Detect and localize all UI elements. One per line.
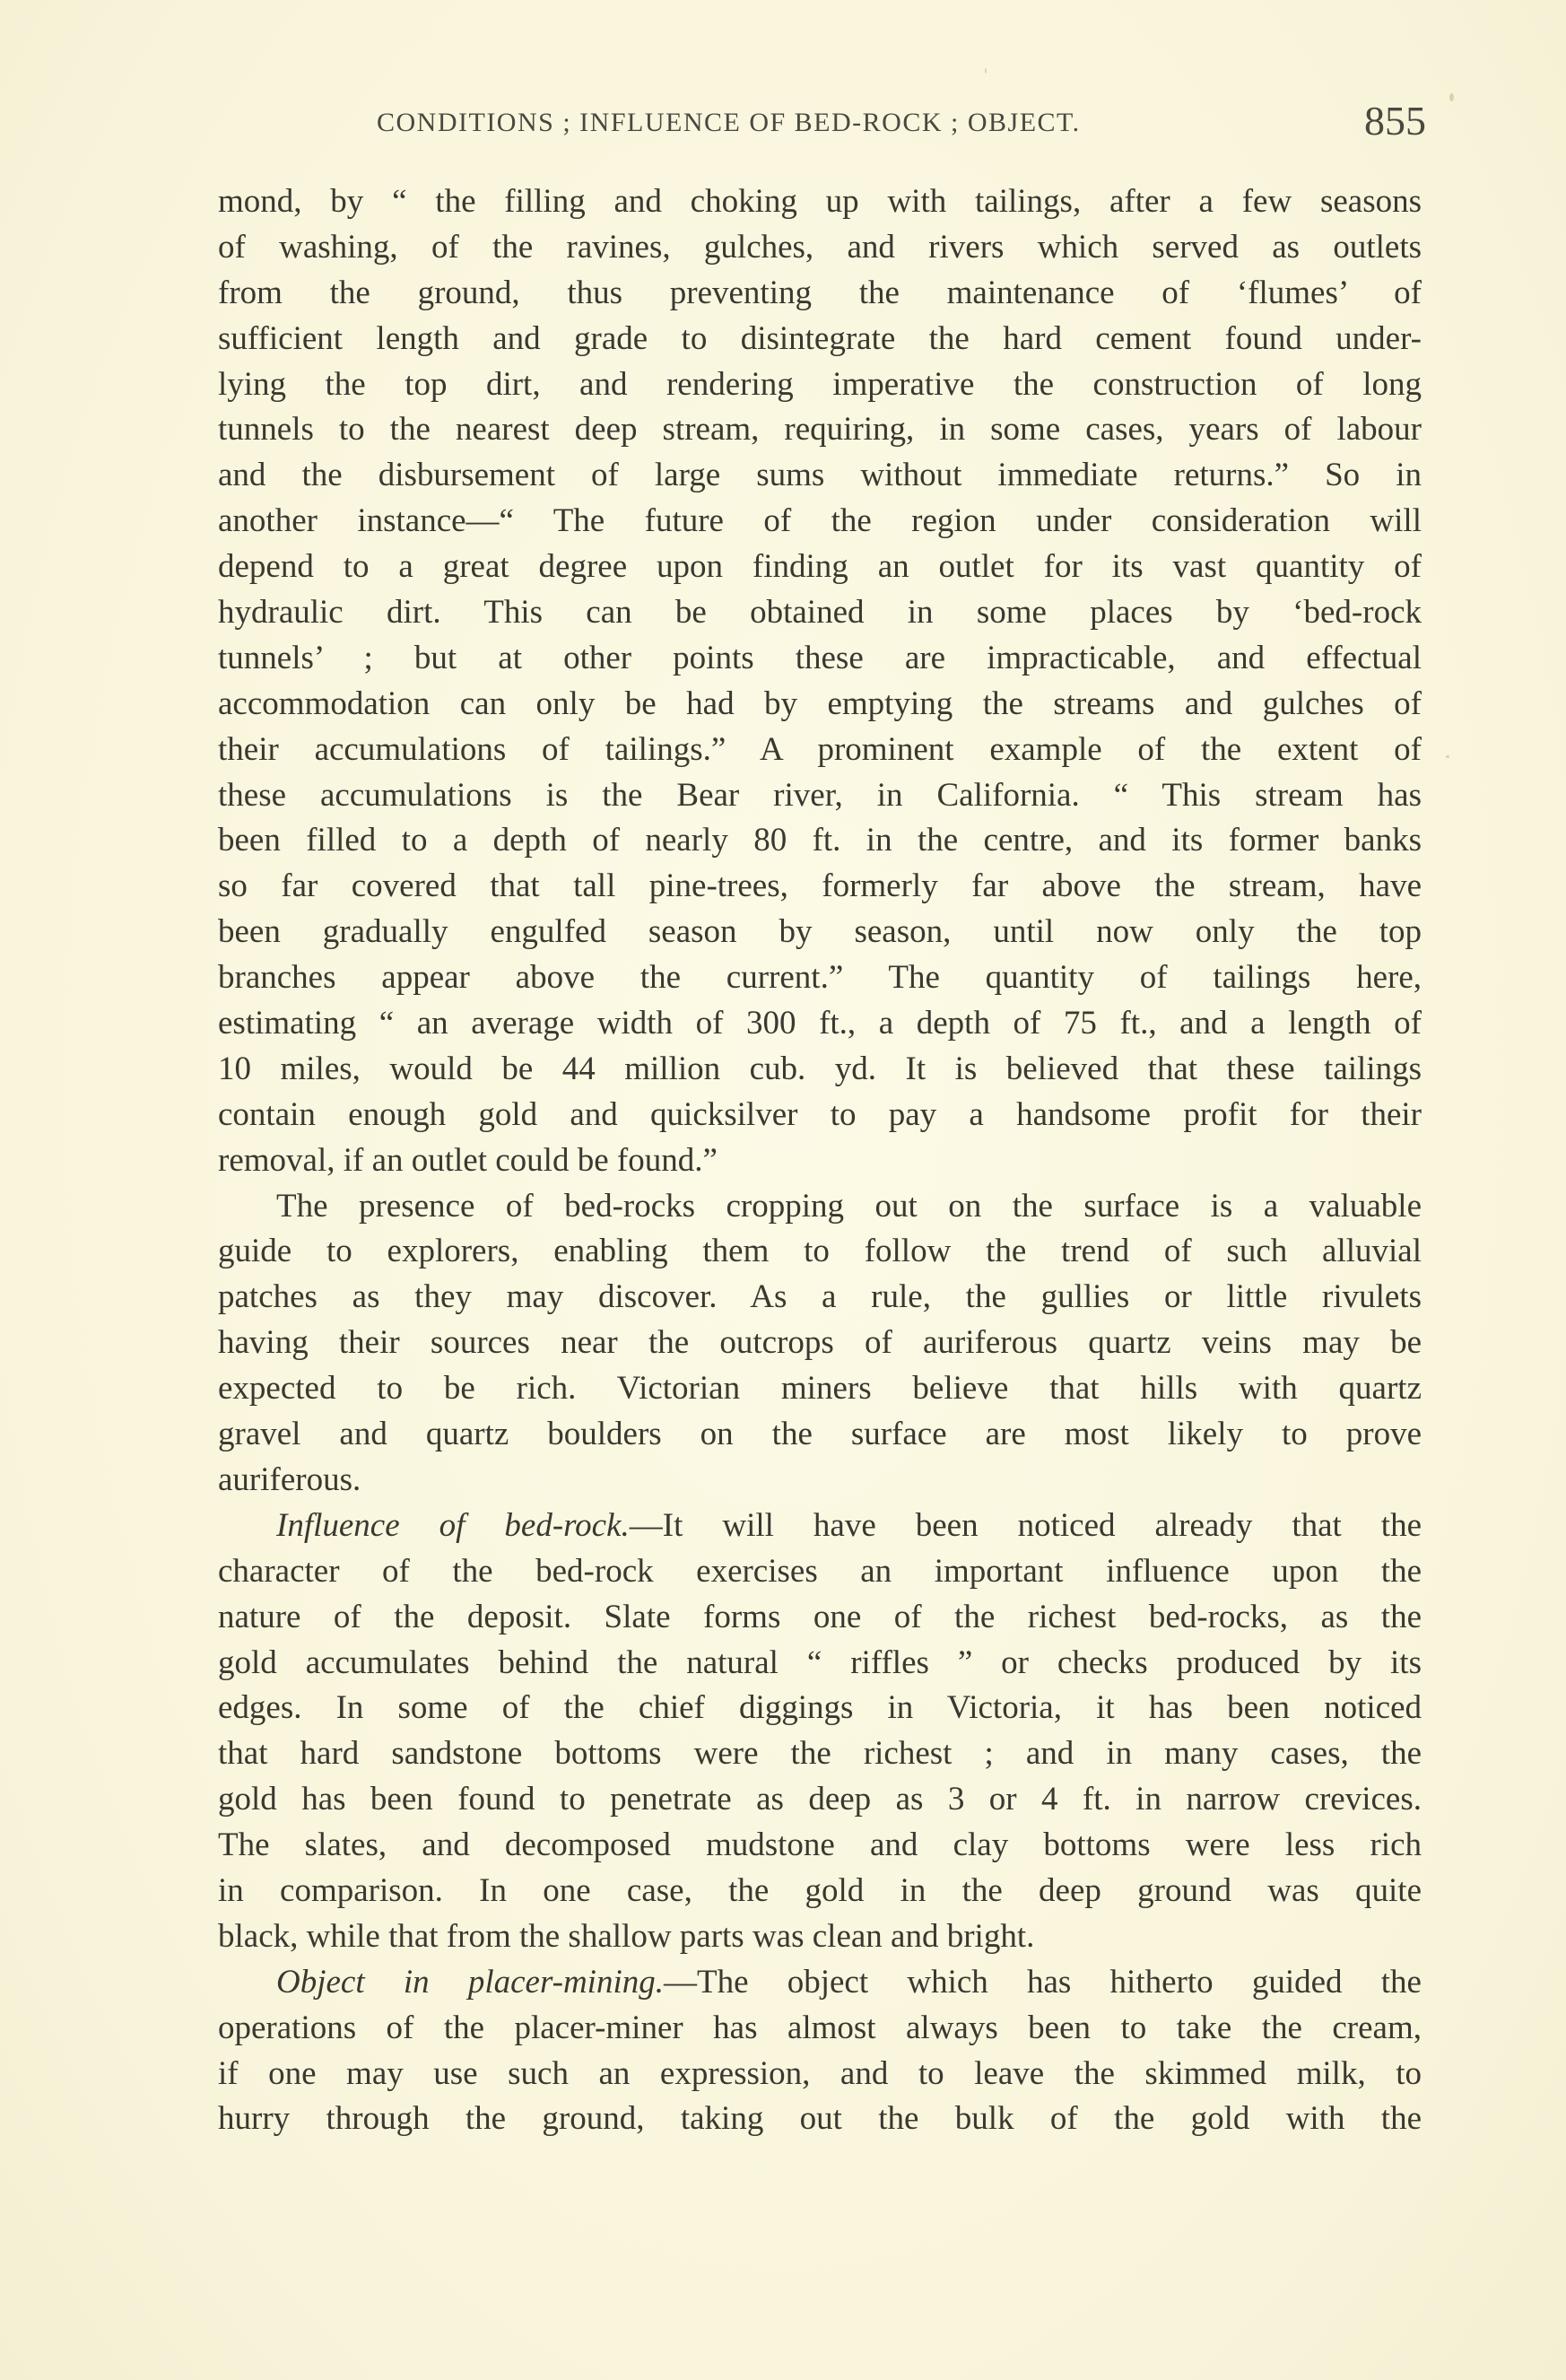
running-head xyxy=(377,100,1426,154)
running-head-title: CONDITIONS ; INFLUENCE OF BED-ROCK ; OBJECT. xyxy=(377,108,1081,137)
text-line xyxy=(218,1504,1422,1549)
text-line: auriferous. xyxy=(218,1460,361,1498)
text-line: estimating “ an average width of 300 ft., a depth of 75 ft., and a length of xyxy=(218,1005,1422,1042)
text-line: sufficient length and grade to disintegrate the hard cement found under- xyxy=(218,319,1422,357)
text-line: their accumulations of tailings.” A prominent example of the extent of xyxy=(218,730,1422,768)
text-line: gold accumulates behind the natural “ riffles ” or checks produced by its xyxy=(218,1643,1422,1681)
text-line: having their sources near the outcrops of auriferous quartz veins may be xyxy=(218,1324,1422,1362)
text-line: from the ground, thus preventing the maintenance of ‘flumes’ of xyxy=(218,274,1422,311)
text-line: accommodation can only be had by emptying the streams and gulches of xyxy=(218,684,1422,722)
text-line: that hard sandstone bottoms were the richest ; and in many cases, the xyxy=(218,1735,1422,1773)
text-run: —The object which has hitherto guided the xyxy=(663,1963,1422,2001)
text-line: tunnels to the nearest deep stream, requiring, in some cases, years of labour xyxy=(218,411,1422,449)
text-line: another instance—“ The future of the region under consideration will xyxy=(218,502,1422,540)
text-line: patches as they may discover. As a rule, the gullies or little rivulets xyxy=(218,1278,1422,1316)
text-line: black, while that from the shallow parts was clean and bright. xyxy=(218,1917,1035,1955)
text-line: contain enough gold and quicksilver to pay a handsome profit for their xyxy=(218,1095,1422,1133)
text-line: edges. In some of the chief diggings in Victoria, it has been noticed xyxy=(218,1689,1422,1727)
text-line: character of the bed-rock exercises an important influence upon the xyxy=(218,1552,1422,1590)
paper-speck xyxy=(1449,93,1454,101)
text-line: so far covered that tall pine-trees, formerly far above the stream, have xyxy=(218,867,1422,905)
text-line: tunnels’ ; but at other points these are impracticable, and effectual xyxy=(218,639,1422,676)
text-line: mond, by “ the filling and choking up with tailings, after a few seasons xyxy=(218,183,1422,220)
page-number: 855 xyxy=(1364,98,1426,144)
text-line: hurry through the ground, taking out the bulk of the gold with the xyxy=(218,2100,1422,2138)
text-line: hydraulic dirt. This can be obtained in some places by ‘bed-rock xyxy=(218,594,1422,632)
text-line: The presence of bed-rocks cropping out on the surface is a valuable xyxy=(276,1187,1422,1225)
section-heading-object-in-placer-mining: Object in placer-mining. xyxy=(276,1963,664,2001)
text-line: depend to a great degree upon finding an outlet for its vast quantity of xyxy=(218,548,1422,586)
text-line: The slates, and decomposed mudstone and clay bottoms were less rich xyxy=(218,1826,1422,1864)
paper-speck xyxy=(985,68,987,74)
text-line xyxy=(218,1960,1422,2006)
text-line: gravel and quartz boulders on the surface are most likely to prove xyxy=(218,1416,1422,1453)
text-line: been filled to a depth of nearly 80 ft. in the centre, and its former banks xyxy=(218,822,1422,859)
section-heading-influence-of-bed-rock: Influence of bed-rock. xyxy=(276,1506,630,1544)
paragraph-object-in-placer-mining xyxy=(218,1960,1422,2143)
text-line: operations of the placer-miner has almost always been to take the cream, xyxy=(218,2009,1422,2046)
text-line: if one may use such an expression, and to leave the skimmed milk, to xyxy=(218,2054,1422,2092)
text-line: guide to explorers, enabling them to follow the trend of such alluvial xyxy=(218,1233,1422,1270)
paragraph-continuation xyxy=(218,179,1422,1184)
paragraph-influence-of-bed-rock xyxy=(218,1504,1422,1960)
text-line: gold has been found to penetrate as deep as 3 or 4 ft. in narrow crevices. xyxy=(218,1781,1422,1818)
text-line: these accumulations is the Bear river, in California. “ This stream has xyxy=(218,776,1422,814)
text-line: nature of the deposit. Slate forms one of the richest bed-rocks, as the xyxy=(218,1598,1422,1635)
text-line: and the disbursement of large sums without immediate returns.” So in xyxy=(218,457,1422,494)
text-run: —It will have been noticed already that the xyxy=(629,1506,1422,1544)
text-line: lying the top dirt, and rendering imperative the construction of long xyxy=(218,365,1422,403)
text-line: 10 miles, would be 44 million cub. yd. It is believed that these tailings xyxy=(218,1050,1422,1087)
text-line: of washing, of the ravines, gulches, and rivers which served as outlets xyxy=(218,228,1422,266)
paragraph-bed-rock-outcrops xyxy=(218,1184,1422,1504)
body-text xyxy=(218,179,1422,2142)
text-line: expected to be rich. Victorian miners believe that hills with quartz xyxy=(218,1370,1422,1408)
text-line: in comparison. In one case, the gold in the deep ground was quite xyxy=(218,1871,1422,1909)
text-line: removal, if an outlet could be found.” xyxy=(218,1141,718,1179)
text-line: branches appear above the current.” The quantity of tailings here, xyxy=(218,959,1422,997)
paper-speck xyxy=(1446,755,1449,758)
text-line: been gradually engulfed season by season, until now only the top xyxy=(218,913,1422,951)
